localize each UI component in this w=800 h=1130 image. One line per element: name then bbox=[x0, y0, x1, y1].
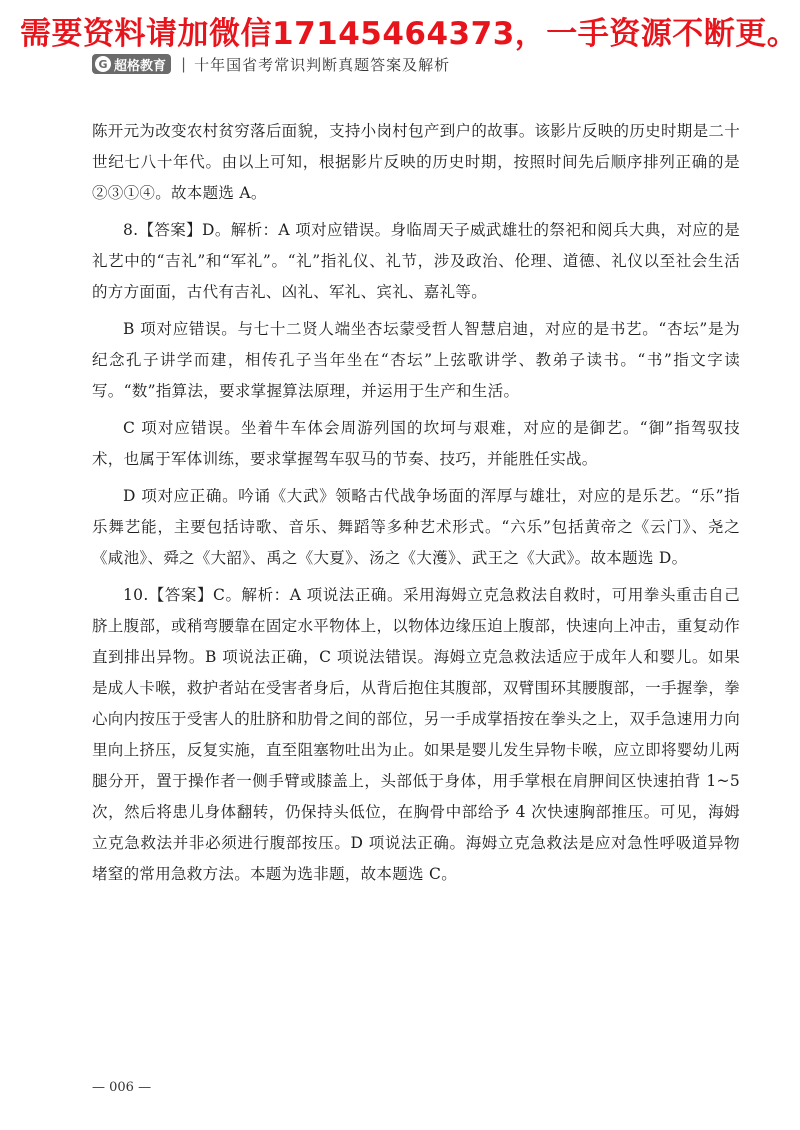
paragraph: 10.【答案】C。解析：A 项说法正确。采用海姆立克急救法自救时，可用拳头重击自己脐上腹部，或稍弯腰靠在固定水平物体上，以物体边缘压迫上腹部，快速向上冲击，重复动作直到排出异物。B 项说法正确，C 项说法错误。海姆立克急救法适应于成年人和婴儿。如果是成人卡喉，救护者站在受害者身后，从背后抱住其腹部，双臂围环其腰腹部，一手握拳，拳心向内按压于受害人的肚脐和肋骨之间的部位，另一手成掌捂按在拳头之上，双手急速用力向里向上挤压，反复实施，直至阻塞物吐出为止。如果是婴儿发生异物卡喉，应立即将婴幼儿两腿分开，置于操作者一侧手臂或膝盖上，头部低于身体，用手掌根在肩胛间区快速拍背 1~5 次，然后将患儿身体翻转，仍保持头低位，在胸骨中部给予 4 次快速胸部推压。可见，海姆立克急救法并非必须进行腹部按压。D 项说法正确。海姆立克急救法是应对急性呼吸道异物堵窒的常用急救方法。本题为选非题，故本题选 C。 bbox=[92, 586, 740, 883]
page-number: — 006 — bbox=[92, 1080, 152, 1095]
paragraph: B 项对应错误。与七十二贤人端坐杏坛蒙受哲人智慧启迪，对应的是书艺。“杏坛”是为纪念孔子讲学而建，相传孔子当年坐在“杏坛”上弦歌讲学、教弟子读书。“书”指文字读写。“数”指算法，要求掌握算法原理，并运用于生产和生活。 bbox=[92, 320, 740, 400]
paragraph: 8.【答案】D。解析：A 项对应错误。身临周天子威武雄壮的祭祀和阅兵大典，对应的是礼艺中的“吉礼”和“军礼”。“礼”指礼仪、礼节，涉及政治、伦理、道德、礼仪以至社会生活的方方面面，古代有吉礼、凶礼、军礼、宾礼、嘉礼等。 bbox=[92, 221, 740, 301]
paragraph: C 项对应错误。坐着牛车体会周游列国的坎坷与艰难，对应的是御艺。“御”指驾驭技术，也属于军体训练，要求掌握驾车驭马的节奏、技巧，并能胜任实战。 bbox=[92, 419, 740, 468]
page-content bbox=[92, 116, 740, 896]
paragraph: D 项对应正确。吟诵《大武》领略古代战争场面的浑厚与雄壮，对应的是乐艺。“乐”指乐舞艺能，主要包括诗歌、音乐、舞蹈等多种艺术形式。“六乐”包括黄帝之《云门》、尧之《咸池》、舜之《大韶》、禹之《大夏》、汤之《大濩》、武王之《大武》。故本题选 D。 bbox=[92, 487, 740, 567]
watermark-banner: 需要资料请加微信17145464373，一手资源不断更。 bbox=[20, 16, 799, 52]
publisher-logo bbox=[92, 54, 171, 74]
paragraph: 陈开元为改变农村贫穷落后面貌，支持小岗村包产到户的故事。该影片反映的历史时期是二十世纪七八十年代。由以上可知，根据影片反映的历史时期，按照时间先后顺序排列正确的是②③①④。故本题选 A。 bbox=[92, 122, 740, 202]
logo-g-icon: G bbox=[95, 56, 111, 72]
logo-text: 超格教育 bbox=[114, 58, 167, 74]
header-separator: | bbox=[181, 55, 187, 73]
book-title: 十年国省考常识判断真题答案及解析 bbox=[194, 55, 451, 74]
page-header bbox=[92, 52, 450, 76]
